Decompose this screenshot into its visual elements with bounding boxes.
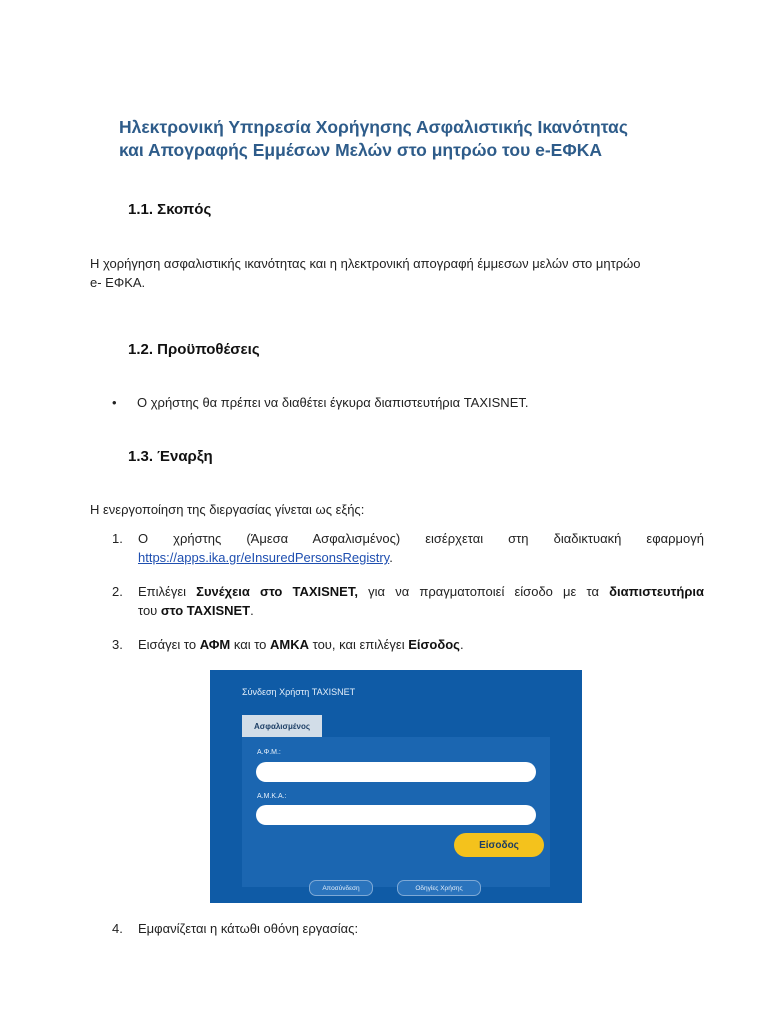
step-2-text: .: [250, 603, 254, 618]
purpose-paragraph: [90, 254, 704, 292]
step-2-bold-in-taxisnet: στο TAXISNET: [160, 603, 251, 618]
login-panel-title: Σύνδεση Χρήστη TAXISNET: [242, 687, 356, 697]
amka-input[interactable]: [256, 805, 536, 825]
amka-label: Α.Μ.Κ.Α.:: [257, 793, 287, 800]
app-link[interactable]: https://apps.ika.gr/eInsuredPersonsRegistry: [138, 550, 390, 565]
step-2-bold-credentials: διαπιστευτήρια: [609, 584, 705, 599]
purpose-line-1: Η χορήγηση ασφαλιστικής ικανότητας και η ηλεκτρονική απογραφή έμμεσων μελών στο μητρώο: [90, 256, 641, 271]
step-3-text: του, και επιλέγει: [309, 637, 409, 652]
step-1-line-1: Ο χρήστης (Άμεσα Ασφαλισμένος) εισέρχεται στη διαδικτυακή εφαρμογή: [138, 531, 704, 546]
taxisnet-login-screenshot: [210, 670, 582, 903]
step-2-bold-taxisnet: Συνέχεια στο TAXISNET,: [196, 584, 358, 599]
tab-insured[interactable]: Ασφαλισμένος: [242, 715, 322, 737]
prerequisite-bullet: [112, 395, 528, 410]
step-2-line-1: [138, 582, 704, 601]
step-3-text: και το: [230, 637, 270, 652]
step-2-text: για να πραγματοποιεί είσοδο με τα: [357, 584, 610, 599]
step-2-text: του: [138, 603, 161, 618]
document-title: [119, 116, 719, 162]
bullet-marker: •: [112, 395, 117, 410]
title-line-2: και Απογραφής Εμμέσων Μελών στο μητρώο του e-ΕΦΚΑ: [119, 140, 602, 160]
heading-purpose: 1.1. Σκοπός: [128, 201, 212, 218]
purpose-line-2: e- ΕΦΚΑ.: [90, 275, 146, 290]
step-3-bold-afm: ΑΦΜ: [199, 637, 231, 652]
step-1-tail: .: [389, 550, 393, 565]
title-line-1: Ηλεκτρονική Υπηρεσία Χορήγησης Ασφαλιστικής Ικανότητας: [119, 117, 628, 137]
start-intro: Η ενεργοποίηση της διεργασίας γίνεται ως εξής:: [90, 502, 365, 517]
step-3-text: Εισάγει το: [138, 637, 200, 652]
step-number: 3.: [112, 637, 123, 652]
step-4-text: Εμφανίζεται η κάτωθι οθόνη εργασίας:: [138, 921, 359, 936]
step-number: 4.: [112, 921, 123, 936]
login-button[interactable]: Είσοδος: [454, 833, 544, 857]
prerequisite-text: Ο χρήστης θα πρέπει να διαθέτει έγκυρα διαπιστευτήρια TAXISNET.: [137, 395, 529, 410]
step-2-line-2: [138, 601, 704, 620]
user-guide-button[interactable]: Οδηγίες Χρήσης: [397, 880, 481, 896]
afm-label: Α.Φ.Μ.:: [257, 749, 281, 756]
heading-prerequisites: 1.2. Προϋποθέσεις: [128, 341, 260, 358]
step-3-text: .: [459, 637, 464, 652]
heading-start: 1.3. Έναρξη: [128, 448, 213, 465]
step-number: 2.: [112, 584, 123, 599]
step-2-text: Επιλέγει: [138, 584, 197, 599]
afm-input[interactable]: [256, 762, 536, 782]
step-3-bold-login: Είσοδος: [408, 637, 460, 652]
step-3-bold-amka: ΑΜΚΑ: [270, 637, 309, 652]
step-number: 1.: [112, 531, 123, 546]
logout-button[interactable]: Αποσύνδεση: [309, 880, 373, 896]
